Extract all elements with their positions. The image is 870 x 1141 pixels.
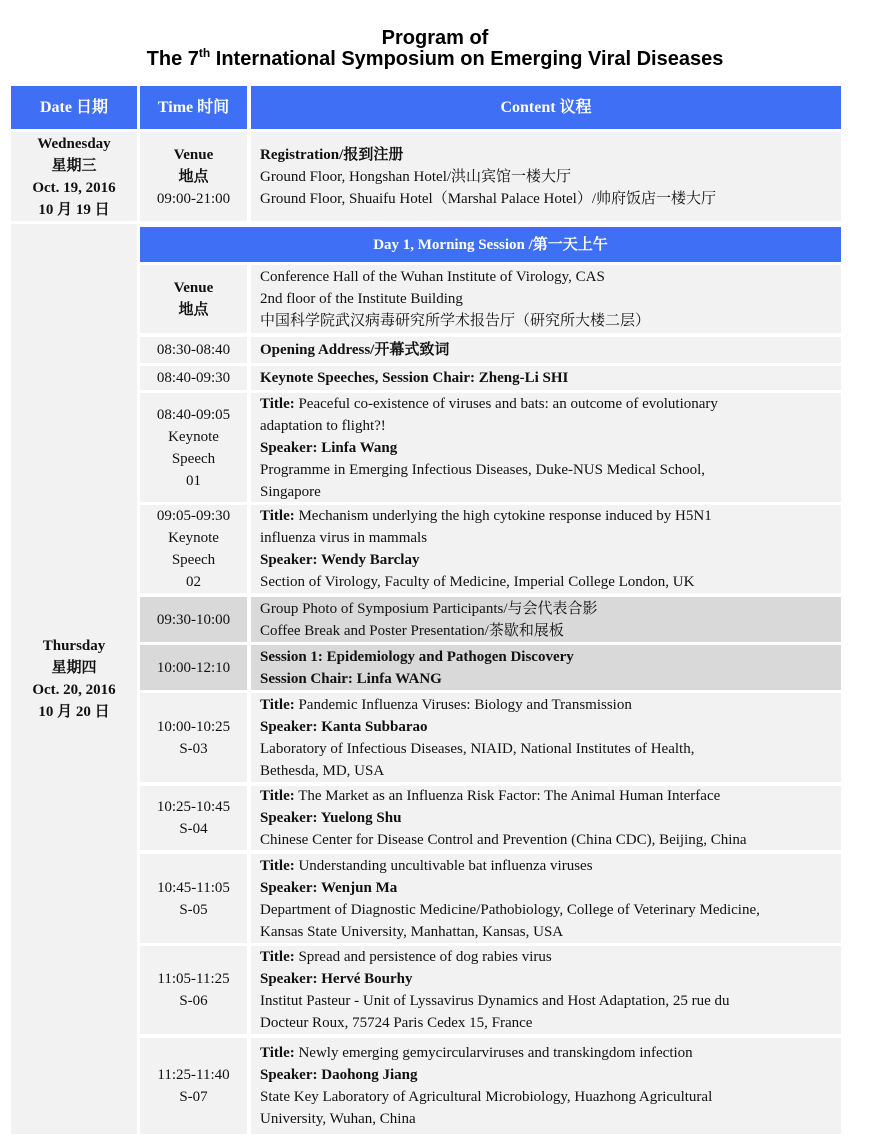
time-keynote-2: 09:05-09:30 Keynote Speech 02 bbox=[140, 505, 247, 593]
content-keynote-header: Keynote Speeches, Session Chair: Zheng-Li SHI bbox=[251, 366, 841, 390]
content-talk-s03: Title: Pandemic Influenza Viruses: Biology and Transmission Speaker: Kanta Subbarao Laboratory of Infectious Diseases, NIAID, National Institutes of Health, Bethesda, MD, USA bbox=[251, 693, 841, 782]
content-talk-s07: Title: Newly emerging gemycircularviruses and transkingdom infection Speaker: Daohong Jiang State Key Laboratory of Agricultural Microbiology, Huazhong Agricultural University, Wuhan, China bbox=[251, 1038, 841, 1134]
time-talk-s07: 11:25-11:40 S-07 bbox=[140, 1038, 247, 1134]
time-opening: 08:30-08:40 bbox=[140, 337, 247, 363]
content-keynote-2: Title: Mechanism underlying the high cytokine response induced by H5N1 influenza virus in mammals Speaker: Wendy Barclay Section of Virology, Faculty of Medicine, Imperial College London, UK bbox=[251, 505, 841, 593]
time-keynote-1: 08:40-09:05 Keynote Speech 01 bbox=[140, 393, 247, 502]
content-group-photo: Group Photo of Symposium Participants/与会代表合影 Coffee Break and Poster Presentation/茶歇和展板 bbox=[251, 597, 841, 642]
content-talk-s05: Title: Understanding uncultivable bat influenza viruses Speaker: Wenjun Ma Department of Diagnostic Medicine/Pathobiology, College of Veterinary Medicine, Kansas State University, Manhattan, Kansas, USA bbox=[251, 854, 841, 943]
content-keynote-1: Title: Peaceful co-existence of viruses and bats: an outcome of evolutionary adaptation to flight?! Speaker: Linfa Wang Programme in Emerging Infectious Diseases, Duke-NUS Medical School, Singapore bbox=[251, 393, 841, 502]
time-talk-s04: 10:25-10:45 S-04 bbox=[140, 786, 247, 850]
header-date: Date 日期 bbox=[11, 86, 137, 129]
content-opening: Opening Address/开幕式致词 bbox=[251, 337, 841, 363]
time-talk-s03: 10:00-10:25 S-03 bbox=[140, 693, 247, 782]
header-time: Time 时间 bbox=[140, 86, 247, 129]
document-subtitle: The 7th International Symposium on Emerging Viral Diseases bbox=[146, 46, 724, 70]
time-venue: Venue 地点 bbox=[140, 265, 247, 333]
content-venue: Conference Hall of the Wuhan Institute of Virology, CAS 2nd floor of the Institute Building 中国科学院武汉病毒研究所学术报告厅（研究所大楼二层） bbox=[251, 265, 841, 333]
date-wednesday: Wednesday 星期三 Oct. 19, 2016 10 月 19 日 bbox=[11, 132, 137, 221]
time-group-photo: 09:30-10:00 bbox=[140, 597, 247, 642]
time-talk-s06: 11:05-11:25 S-06 bbox=[140, 946, 247, 1034]
date-thursday: Thursday 星期四 Oct. 20, 2016 10 月 20 日 bbox=[11, 224, 137, 1134]
time-wednesday-venue: Venue 地点 09:00-21:00 bbox=[140, 132, 247, 221]
content-registration: Registration/报到注册 Ground Floor, Hongshan Hotel/洪山宾馆一楼大厅 Ground Floor, Shuaifu Hotel（Marshal Palace Hotel）/帅府饭店一楼大厅 bbox=[251, 132, 841, 221]
time-session-1: 10:00-12:10 bbox=[140, 645, 247, 690]
session-band: Day 1, Morning Session /第一天上午 bbox=[140, 227, 841, 262]
time-keynote-header: 08:40-09:30 bbox=[140, 366, 247, 390]
content-talk-s04: Title: The Market as an Influenza Risk Factor: The Animal Human Interface Speaker: Yuelong Shu Chinese Center for Disease Control and Prevention (China CDC), Beijing, China bbox=[251, 786, 841, 850]
header-content: Content 议程 bbox=[251, 86, 841, 129]
time-talk-s05: 10:45-11:05 S-05 bbox=[140, 854, 247, 943]
content-talk-s06: Title: Spread and persistence of dog rabies virus Speaker: Hervé Bourhy Institut Pasteur - Unit of Lyssavirus Dynamics and Host Adaptation, 25 rue du Docteur Roux, 75724 Paris Cedex 15, France bbox=[251, 946, 841, 1034]
content-session-1: Session 1: Epidemiology and Pathogen Discovery Session Chair: Linfa WANG bbox=[251, 645, 841, 690]
document-title: Program of bbox=[381, 27, 489, 49]
